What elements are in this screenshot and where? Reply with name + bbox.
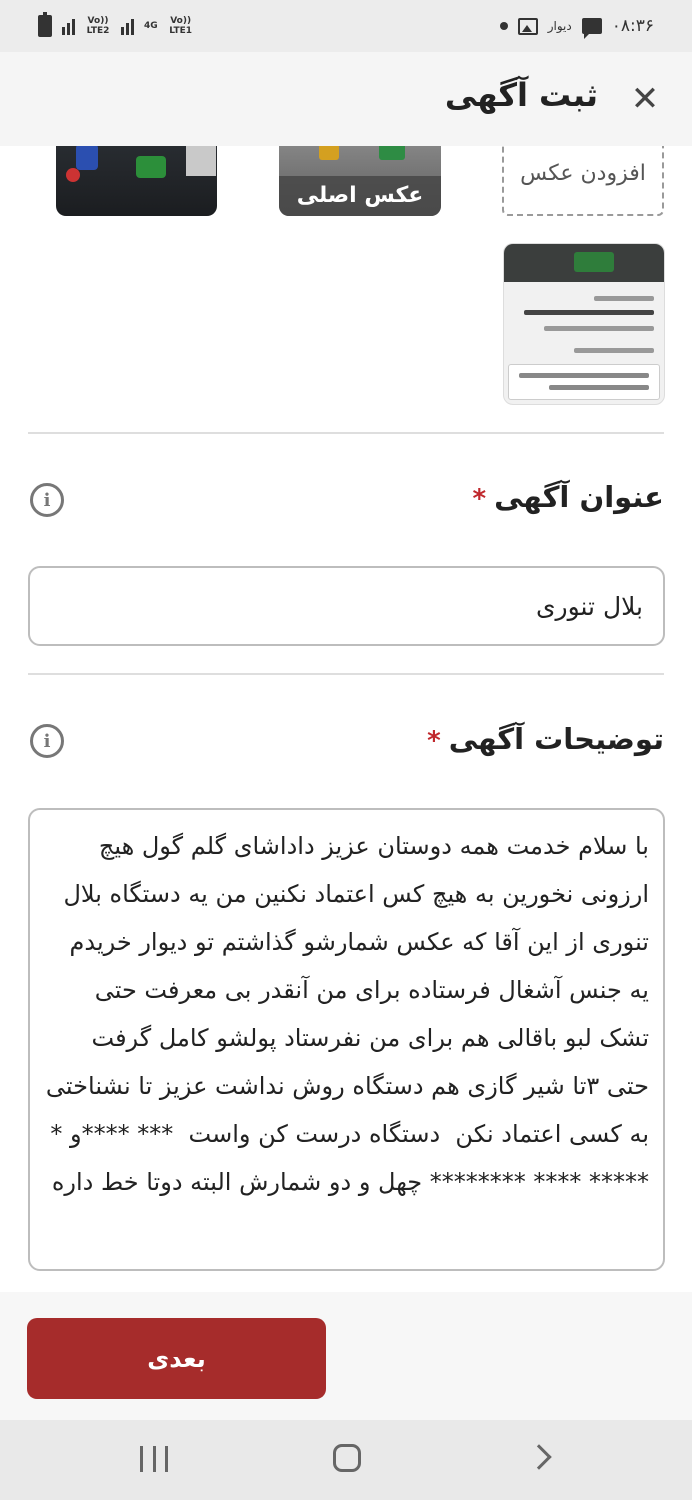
- photo-detail: [594, 296, 654, 301]
- photo-detail: [379, 146, 405, 160]
- signal-icon: [62, 17, 75, 35]
- required-mark: *: [427, 726, 441, 756]
- network-2-type: 4G: [144, 21, 158, 31]
- photo-detail: [186, 146, 216, 176]
- back-icon[interactable]: [526, 1444, 551, 1469]
- network-2-label: Vo)) LTE1: [169, 16, 193, 36]
- photo-detail: [544, 326, 654, 331]
- page-title: ثبت آگهی: [444, 76, 598, 114]
- status-bar: [0, 0, 692, 52]
- photo-detail: [524, 310, 654, 315]
- notification-dot-icon: [500, 22, 508, 30]
- status-right: [500, 16, 654, 36]
- ad-description-label: [427, 722, 664, 756]
- message-icon: [582, 18, 602, 34]
- info-icon[interactable]: i: [30, 724, 64, 758]
- main-photo-thumbnail[interactable]: [279, 146, 441, 216]
- clock: ۰۸:۳۶: [611, 16, 654, 36]
- ad-description-label-text: توضیحات آگهی: [448, 722, 664, 756]
- photo-thumbnail[interactable]: [56, 146, 217, 216]
- app-header: [0, 52, 692, 146]
- screenshot-photo-thumbnail[interactable]: [503, 243, 665, 405]
- battery-icon: [38, 15, 52, 37]
- status-left: [38, 15, 194, 37]
- required-mark: *: [472, 484, 487, 514]
- ad-description-input[interactable]: [28, 808, 665, 1271]
- photo-gallery: [0, 146, 692, 432]
- ad-title-input[interactable]: [28, 566, 665, 646]
- ad-title-label: [472, 480, 664, 514]
- photo-detail: [319, 146, 339, 160]
- add-photo-button[interactable]: افزودن عکس: [502, 146, 664, 216]
- network-1-label: Vo)) LTE2: [86, 16, 110, 36]
- photo-detail: [66, 168, 80, 182]
- ad-title-label-text: عنوان آگهی: [494, 480, 664, 514]
- photo-detail: [508, 364, 660, 400]
- main-photo-badge: عکس اصلی: [279, 176, 441, 216]
- home-icon[interactable]: [333, 1444, 361, 1472]
- photo-detail: [574, 348, 654, 353]
- next-button[interactable]: بعدی: [27, 1318, 326, 1399]
- photo-detail: [504, 244, 664, 282]
- recents-icon[interactable]: [140, 1446, 168, 1472]
- close-icon[interactable]: ✕: [630, 79, 660, 119]
- divider: [28, 673, 664, 675]
- photo-detail: [76, 146, 98, 170]
- signal-icon: [121, 17, 134, 35]
- divider: [28, 432, 664, 434]
- image-icon: [518, 18, 538, 35]
- photo-detail: [136, 156, 166, 178]
- app-label: دیوار: [547, 19, 572, 33]
- system-nav-bar: [0, 1420, 692, 1500]
- info-icon[interactable]: i: [30, 483, 64, 517]
